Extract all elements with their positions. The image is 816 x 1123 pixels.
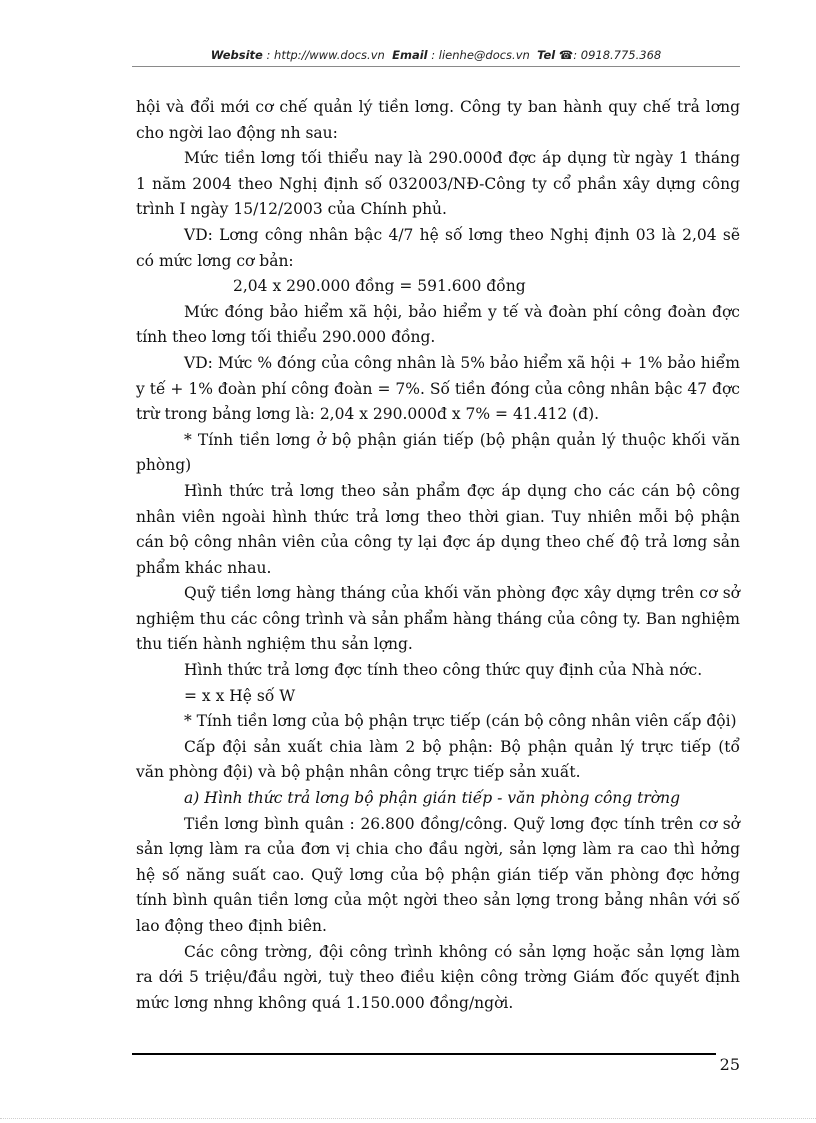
page-number: 25: [719, 1055, 740, 1074]
body-text: [136, 95, 740, 1016]
website-label: Website: [210, 48, 263, 62]
paragraph: Mức đóng bảo hiểm xã hội, bảo hiểm y tế và đoàn phí công đoàn đợc tính theo lơng tối thiểu 290.000 đồng.: [136, 302, 740, 347]
paragraph: Mức tiền lơng tối thiểu nay là 290.000đ đợc áp dụng từ ngày 1 tháng 1 năm 2004 theo Nghị định số 032003/NĐ-Công ty cổ phần xây dựng công trình I ngày 15/12/2003 của Chính phủ.: [136, 149, 740, 219]
header-divider: [132, 66, 740, 67]
page-edge-dots: [0, 1118, 816, 1119]
paragraph: Quỹ tiền lơng hàng tháng của khối văn phòng đợc xây dựng trên cơ sở nghiệm thu các công trình và sản phẩm hàng tháng của công ty. Ban nghiệm thu tiến hành nghiệm thu sản lợng.: [136, 584, 740, 654]
formula-line: = x x Hệ số W: [184, 686, 296, 705]
paragraph: Cấp đội sản xuất chia làm 2 bộ phận: Bộ phận quản lý trực tiếp (tổ văn phòng đội) và bộ phận nhân công trực tiếp sản xuất.: [136, 737, 740, 782]
email-link[interactable]: : lienhe@docs.vn: [431, 48, 530, 62]
tel-label: Tel: [537, 48, 556, 62]
footer-divider: [132, 1053, 716, 1055]
tel-value: : 0918.775.368: [573, 48, 662, 62]
section-heading: a) Hình thức trả lơng bộ phận gián tiếp - văn phòng công trờng: [184, 789, 681, 808]
formula-line: 2,04 x 290.000 đồng = 591.600 đồng: [233, 277, 526, 296]
paragraph: Hình thức trả lơng đợc tính theo công thức quy định của Nhà nớc.: [184, 661, 703, 680]
paragraph: Hình thức trả lơng theo sản phẩm đợc áp dụng cho các cán bộ công nhân viên ngoài hình thức trả lơng theo thời gian. Tuy nhiên mỗi bộ phận cán bộ công nhân viên của công ty lại đợc áp dụng theo chế độ trả lơng sản phẩm khác nhau.: [136, 481, 740, 577]
email-label: Email: [392, 48, 428, 62]
page-header: [132, 48, 740, 62]
paragraph: Tiền lơng bình quân : 26.800 đồng/công. Quỹ lơng đợc tính trên cơ sở sản lợng làm ra của đơn vị chia cho đầu ngời, sản lợng làm ra cao thì hởng hệ số năng suất cao. Quỹ lơng của bộ phận gián tiếp văn phòng đợc hởng tính bình quân tiền lơng của một ngời theo sản lợng trong bảng nhân với số lao động theo định biên.: [136, 814, 740, 935]
paragraph: Các công trờng, đội công trình không có sản lợng hoặc sản lợng làm ra dới 5 triệu/đầu ngời, tuỳ theo điều kiện công trờng Giám đốc quyết định mức lơng nhng không quá 1.150.000 đồng/ngời.: [136, 942, 740, 1012]
paragraph: * Tính tiền lơng của bộ phận trực tiếp (cán bộ công nhân viên cấp đội): [184, 712, 737, 731]
website-link[interactable]: : http://www.docs.vn: [266, 48, 385, 62]
paragraph: hội và đổi mới cơ chế quản lý tiền lơng. Công ty ban hành quy chế trả lơng cho ngời lao động nh sau:: [136, 98, 740, 142]
paragraph: * Tính tiền lơng ở bộ phận gián tiếp (bộ phận quản lý thuộc khối văn phòng): [136, 430, 740, 475]
paragraph: VD: Mức % đóng của công nhân là 5% bảo hiểm xã hội + 1% bảo hiểm y tế + 1% đoàn phí công đoàn = 7%. Số tiền đóng của công nhân bậc 47 đợc trừ trong bảng lơng là: 2,04 x 290.000đ x 7% = 41.412 (đ).: [136, 353, 740, 424]
paragraph: VD: Lơng công nhân bậc 4/7 hệ số lơng theo Nghị định 03 là 2,04 sẽ có mức lơng cơ bản:: [136, 225, 740, 270]
phone-icon: ☎: [558, 48, 574, 62]
